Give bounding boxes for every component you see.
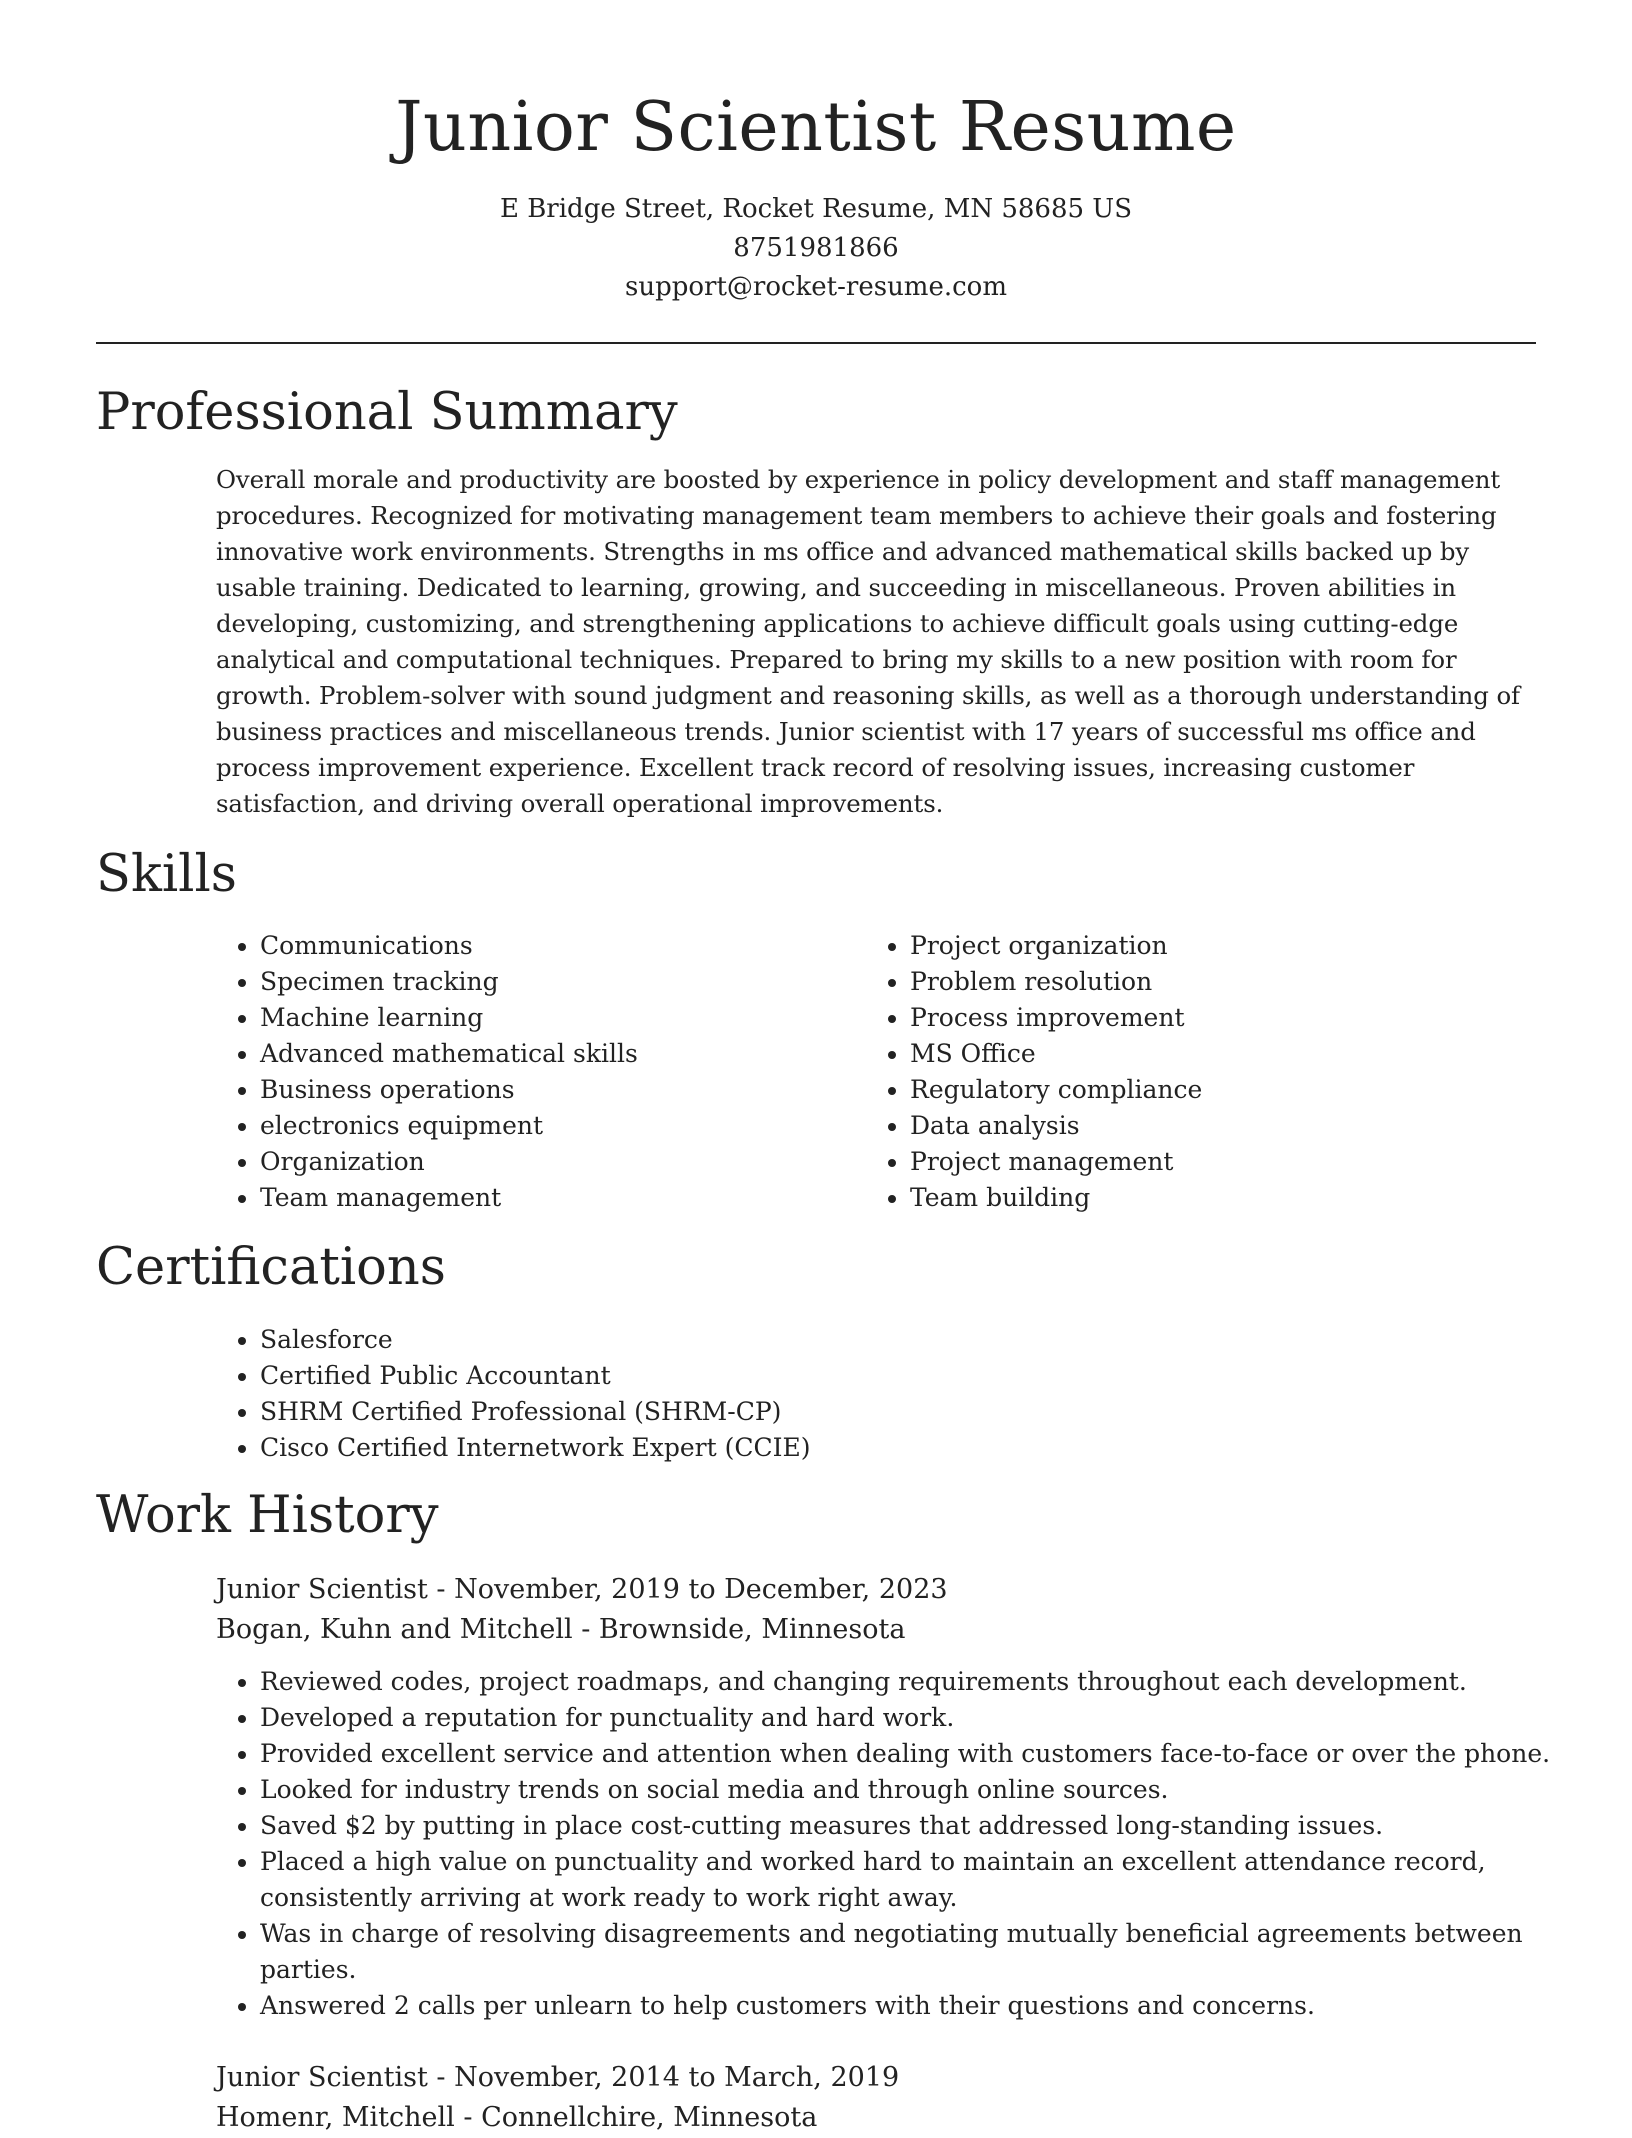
list-item: • Project organization (910, 928, 1202, 964)
skills-heading: Skills (96, 845, 237, 904)
list-item: • Cisco Certified Internetwork Expert (CCIE) (260, 1430, 810, 1466)
job-dates: - November, 2019 to December, 2023 (427, 1574, 948, 1605)
list-item: • Communications (260, 928, 638, 964)
job-dates: - November, 2014 to March, 2019 (427, 2062, 900, 2093)
certifications-heading: Certifications (96, 1238, 446, 1297)
list-item: • Advanced mathematical skills (260, 1036, 638, 1072)
work-history-heading: Work History (96, 1486, 439, 1545)
list-item: • Problem resolution (910, 964, 1202, 1000)
header-divider (96, 342, 1536, 344)
job-role: Junior Scientist (216, 1574, 428, 1605)
job-company-line (216, 1610, 905, 1650)
resume-title: Junior Scientist Resume (395, 88, 1237, 167)
list-item: • Developed a reputation for punctuality and hard work. (260, 1700, 1580, 1736)
job-location: - Brownside, Minnesota (572, 1614, 906, 1645)
list-item: • Provided excellent service and attention when dealing with customers face-to-face or over the phone. (260, 1736, 1580, 1772)
list-item: • Saved $2 by putting in place cost-cutting measures that addressed long-standing issues. (260, 1808, 1580, 1844)
job-company: Homenr, Mitchell (216, 2102, 455, 2133)
job-location: - Connellchire, Minnesota (454, 2102, 818, 2133)
list-item: • Data analysis (910, 1108, 1202, 1144)
list-item: • Placed a high value on punctuality and worked hard to maintain an excellent attendance record, consistently arriving at work ready to work right away. (260, 1844, 1580, 1916)
phone-text: 8751981866 (733, 233, 899, 263)
job-title-line (216, 1570, 948, 1610)
contact-block (0, 190, 1632, 307)
email-text: support@rocket-resume.com (624, 272, 1007, 302)
list-item: • MS Office (910, 1036, 1202, 1072)
list-item: • Salesforce (260, 1322, 810, 1358)
skills-list-right (866, 928, 1202, 1216)
job-bullets (216, 1664, 1580, 2024)
job-role: Junior Scientist (216, 2062, 428, 2093)
skills-list-left (216, 928, 638, 1216)
resume-header (0, 0, 1632, 307)
list-item: • Certified Public Accountant (260, 1358, 810, 1394)
list-item: • Answered 2 calls per unlearn to help customers with their questions and concerns. (260, 1988, 1580, 2024)
certifications-list (216, 1322, 810, 1466)
list-item: • Project management (910, 1144, 1202, 1180)
list-item: • Regulatory compliance (910, 1072, 1202, 1108)
job-company-line (216, 2098, 817, 2138)
summary-heading: Professional Summary (96, 383, 678, 442)
list-item: • Business operations (260, 1072, 638, 1108)
job-company: Bogan, Kuhn and Mitchell (216, 1614, 573, 1645)
list-item: • Team management (260, 1180, 638, 1216)
list-item: • Specimen tracking (260, 964, 638, 1000)
address-text: E Bridge Street, Rocket Resume, MN 58685 US (499, 194, 1133, 224)
list-item: • SHRM Certified Professional (SHRM-CP) (260, 1394, 810, 1430)
list-item: • Team building (910, 1180, 1202, 1216)
list-item: • Looked for industry trends on social media and through online sources. (260, 1772, 1580, 1808)
list-item: • electronics equipment (260, 1108, 638, 1144)
list-item: • Organization (260, 1144, 638, 1180)
list-item: • Process improvement (910, 1000, 1202, 1036)
job-title-line (216, 2058, 899, 2098)
summary-text: Overall morale and productivity are boosted by experience in policy development and staff management procedures. Recognized for motivating management team members to achieve their goals and fostering innovative work environments. Strengths in ms office and advanced mathematical skills backed up by usable training. Dedicated to learning, growing, and succeeding in miscellaneous. Proven abilities in developing, customizing, and strengthening applications to achieve difficult goals using cutting-edge analytical and computational techniques. Prepared to bring my skills to a new position with room for growth. Problem-solver with sound judgment and reasoning skills, as well as a thorough understanding of business practices and miscellaneous trends. Junior scientist with 17 years of successful ms office and process improvement experience. Excellent track record of resolving issues, increasing customer satisfaction, and driving overall operational improvements. (216, 465, 1520, 818)
list-item: • Reviewed codes, project roadmaps, and changing requirements throughout each development. (260, 1664, 1580, 1700)
list-item: • Was in charge of resolving disagreements and negotiating mutually beneficial agreements between parties. (260, 1916, 1580, 1988)
list-item: • Machine learning (260, 1000, 638, 1036)
